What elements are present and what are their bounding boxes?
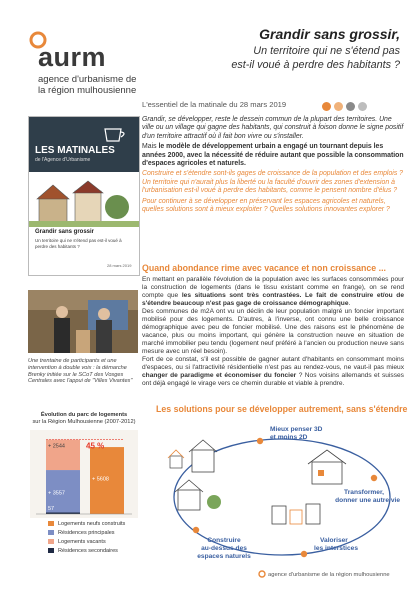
intro-p2: Mais le modèle de développement urbain a engagé un tournant depuis les années 2000, avec la nécessité de réduire autant que possible la consommation d'espaces agricoles et naturels. bbox=[142, 143, 404, 168]
solution-label-4b: les interstices bbox=[314, 545, 358, 552]
solution-label-3c: espaces naturels bbox=[197, 553, 251, 560]
solution-label-3: Construire bbox=[207, 537, 241, 544]
dot-4 bbox=[358, 102, 367, 111]
photo-caption: Une trentaine de participants et une intervention à double voix : la démarche Brenky initiée sur le SCoT des Vosges Centrales avec l'appui de "Villes Vivantes" bbox=[28, 358, 133, 385]
label-principales: + 3557 bbox=[48, 490, 65, 497]
legend-item: Logements neufs construits bbox=[48, 520, 125, 529]
solution-label-1: Mieux penser 3D bbox=[270, 426, 323, 433]
chart-legend bbox=[48, 520, 125, 556]
section-heading-1: Quand abondance rime avec vacance et non croissance ... bbox=[142, 263, 386, 273]
section1-p1: En mettant en parallèle l'évolution de la population avec les surfaces consommées pour la construction de logements (dans le tissu existant comme en frange), on se rend compte que les situations sont très contrastées. Le fait de construire et/ou de s'étendre beaucoup n'est pas gage de croissance démographique. bbox=[142, 276, 404, 307]
solution-label-3b: au-dessus des bbox=[201, 545, 247, 552]
solution-label-2b: donner une autre vie bbox=[335, 497, 400, 504]
label-secondaires: 57 bbox=[48, 506, 55, 512]
section1-p3: Fort de ce constat, s'il est possible de gagner autant d'habitants en consommant moins d'espaces, ou si l'attractivité résidentielle n'est pas au rendez-vous, ne vaut-il pas mieux changer de paradigme et économiser du foncier ? Nos voisins allemands et suisses ont déjà engagé le virage vers ce chemin durable et viable à prendre. bbox=[142, 356, 404, 387]
logo: aurm bbox=[38, 42, 107, 72]
intro-p1: Grandir, se développer, reste le dessein commun de la plupart des territoires. Une ville ou un village qui gagne des habitants, qui construit à foison donne le signe positif d'un territoire attractif où il fait bon vivre ou s'installer. bbox=[142, 116, 404, 140]
diagram-node-3 bbox=[193, 527, 199, 533]
event-photo bbox=[28, 290, 138, 353]
decor-dots bbox=[322, 98, 370, 116]
page-subtitle: Un territoire qui ne s'étend pas est-il voué à perdre des habitants ? bbox=[231, 45, 400, 71]
footer-logo-icon bbox=[258, 570, 266, 578]
dot-2 bbox=[334, 102, 343, 111]
diagram-node-1 bbox=[257, 438, 263, 444]
solutions-diagram bbox=[142, 412, 404, 572]
dot-3 bbox=[346, 102, 355, 111]
cover-heading: LES MATINALES bbox=[35, 145, 115, 156]
dateline: L'essentiel de la matinale du 28 mars 2019 bbox=[142, 100, 287, 109]
cover-heading-sub: de l'Agence d'Urbanisme bbox=[35, 157, 91, 163]
bar-chart bbox=[28, 428, 140, 520]
solution-label-4: Valoriser bbox=[320, 537, 348, 544]
house-illustration-3 bbox=[175, 480, 221, 510]
cover-doc-title: Grandir sans grossir bbox=[35, 229, 95, 235]
page-title: Grandir sans grossir, bbox=[259, 26, 400, 42]
intro-p3: Construire et s'étendre sont-ils gages de croissance de la population et des emplois ? Un territoire qui n'aurait plus la liberté ou la faculté d'ouvrir des zones d'extension à l'urbanisation est-il voué à perdre des habitants, comme le pensent nombre d'élus ? bbox=[142, 170, 404, 195]
house-illustration-1 bbox=[168, 440, 217, 472]
cup-icon bbox=[99, 123, 131, 143]
section1-p2: Des communes de m2A ont vu un déclin de leur population malgré un foncier important mobilisé pour des logements. D'autres, à l'inverse, ont connu une belle croissance démographique avec peu de foncier mobilisé. Une des raisons est le phénomène de vacance, plus ou moins important, qui génère la construction neuve en situation de marché immobilier peu tendu (logement neuf préféré à l'ancien ou production neuve sans mesure avec un réel besoin). bbox=[142, 308, 404, 355]
label-vacants: + 2544 bbox=[48, 443, 65, 450]
legend-item: Logements vacants bbox=[48, 538, 125, 547]
label-neufs: + 5608 bbox=[92, 476, 109, 483]
cover-date: 28 mars 2019 bbox=[107, 263, 132, 268]
cover-thumbnail bbox=[28, 116, 140, 276]
cover-illustration bbox=[29, 177, 139, 227]
dot-1 bbox=[322, 102, 331, 111]
section-heading-2: Les solutions pour se développer autrement, sans s'étendre bbox=[156, 404, 408, 414]
annotation-45: 45 % bbox=[86, 441, 105, 451]
house-illustration-4 bbox=[272, 504, 320, 524]
solution-label-1b: et moins 2D bbox=[270, 434, 308, 441]
legend-item: Résidences secondaires bbox=[48, 547, 125, 556]
intro-text bbox=[142, 116, 404, 216]
solution-label-2: Transformer, bbox=[344, 489, 384, 496]
chart-title: Évolution du parc de logements sur la Région Mulhousienne (2007-2012) bbox=[32, 412, 136, 425]
diagram-node-2 bbox=[371, 475, 377, 481]
house-illustration-2 bbox=[308, 450, 346, 484]
legend-item: Résidences principales bbox=[48, 529, 125, 538]
cover-doc-sub: Un territoire qui ne s'étend pas est-il voué à perdre des habitants ? bbox=[35, 238, 122, 249]
diagram-node-4 bbox=[301, 551, 307, 557]
intro-p4: Pour continuer à se développer en préservant les espaces agricoles et naturels, quelles solutions sont à mieux exploiter ? Quelles solutions innovantes explorer ? bbox=[142, 197, 390, 214]
footer-text: agence d'urbanisme de la région mulhousienne bbox=[268, 572, 390, 578]
logo-subtitle: agence d'urbanisme de la région mulhousienne bbox=[38, 74, 137, 96]
section-body-1 bbox=[142, 276, 404, 388]
